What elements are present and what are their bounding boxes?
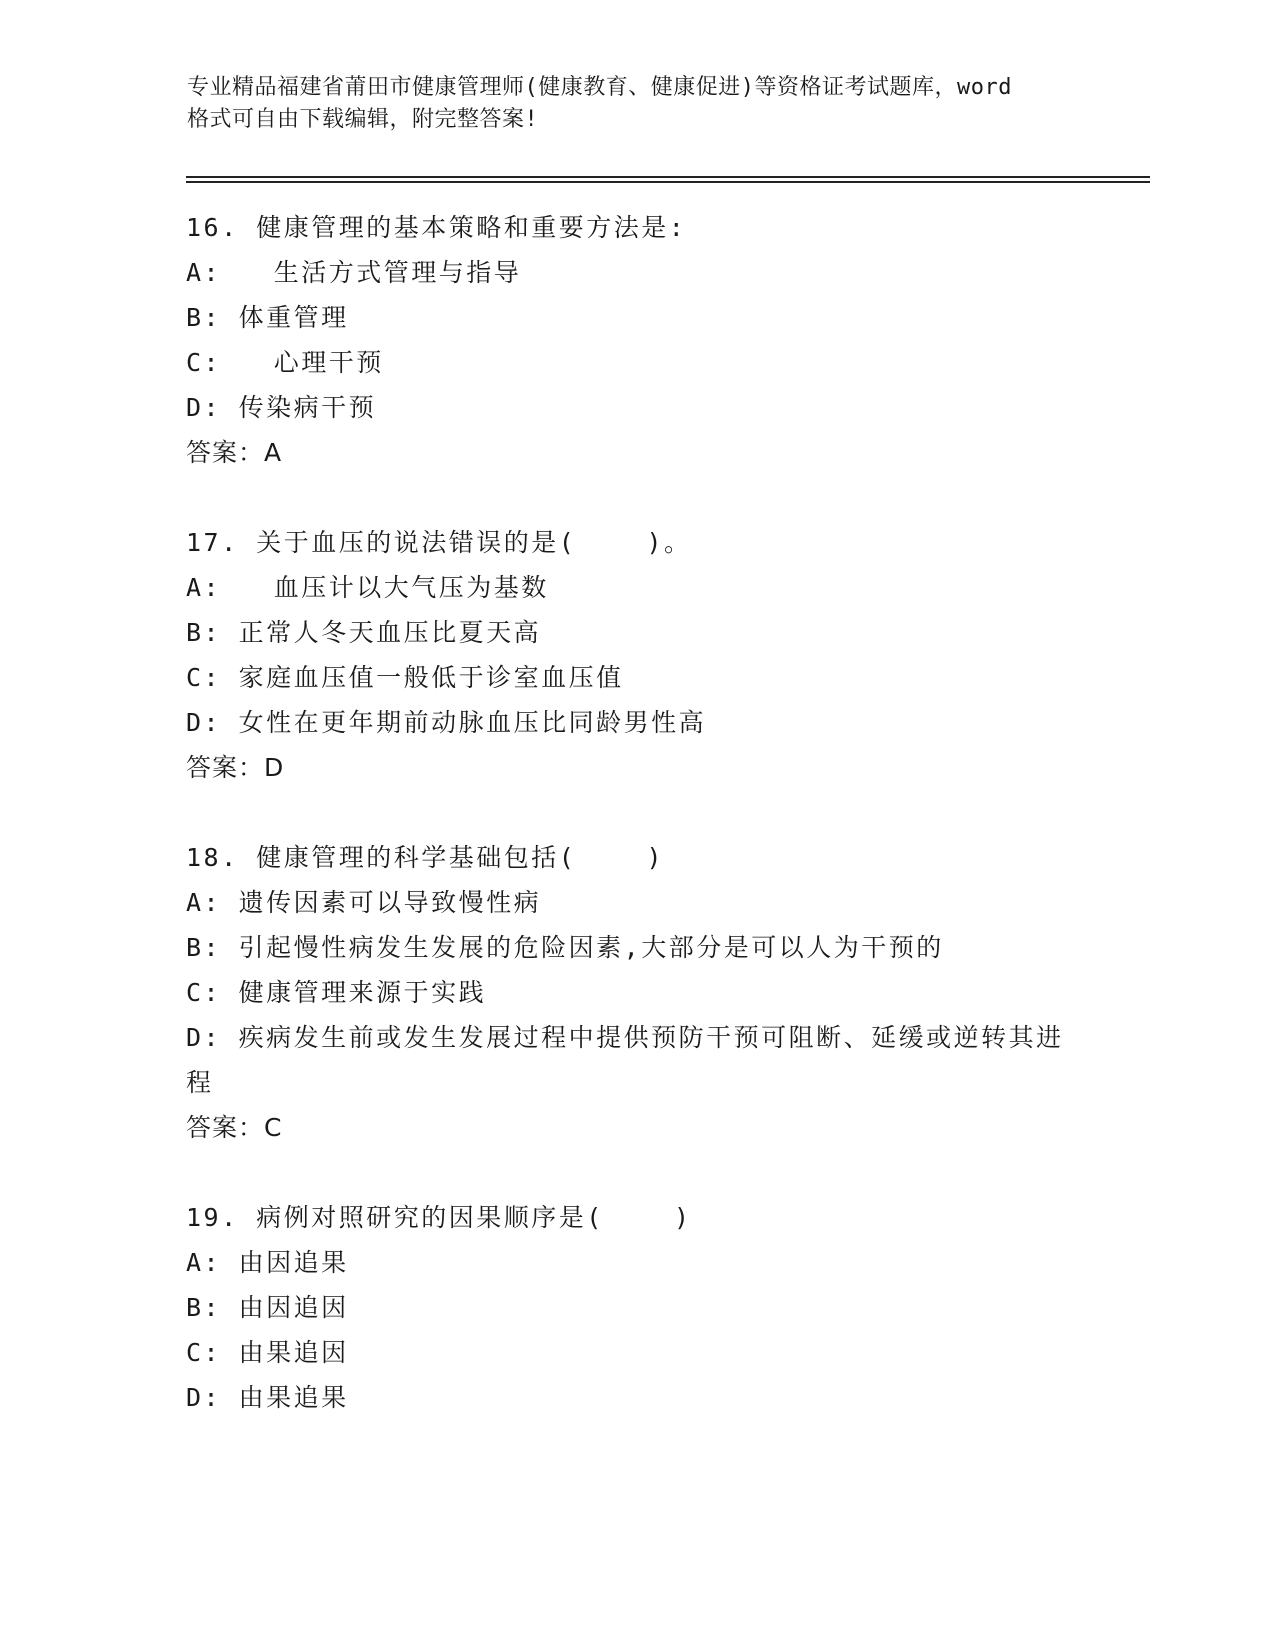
- option-letter: B:: [186, 303, 222, 332]
- answer-option: [186, 700, 1086, 745]
- question-spacer: [186, 1150, 1086, 1195]
- option-text: 由果追因: [238, 1338, 349, 1367]
- answer-option: [186, 1240, 1086, 1285]
- question-list: [186, 205, 1086, 1420]
- option-letter: A:: [186, 258, 222, 287]
- document-header: [187, 72, 1087, 136]
- answer-key: 答案：D: [186, 753, 285, 782]
- option-text: 传染病干预: [238, 393, 377, 422]
- option-text: 疾病发生前或发生发展过程中提供预防干预可阻断、延缓或逆转其进程: [186, 1023, 1064, 1097]
- header-line-1: 专业精品福建省莆田市健康管理师(健康教育、健康促进)等资格证考试题库，word: [187, 75, 1012, 100]
- answer-option: [186, 340, 1086, 385]
- option-letter: D:: [186, 708, 222, 737]
- option-text: 家庭血压值一般低于诊室血压值: [238, 663, 624, 692]
- question-spacer: [186, 790, 1086, 835]
- answer-option: [186, 925, 1086, 970]
- option-letter: B:: [186, 618, 222, 647]
- option-letter: C:: [186, 1338, 222, 1367]
- option-text: 由因追果: [238, 1248, 349, 1277]
- answer-option: [186, 1375, 1086, 1420]
- question-stem: 17. 关于血压的说法错误的是( )。: [186, 528, 692, 557]
- option-letter: B:: [186, 1293, 222, 1322]
- option-text: 遗传因素可以导致慢性病: [238, 888, 542, 917]
- answer-option: [186, 1330, 1086, 1375]
- answer-option: [186, 880, 1086, 925]
- option-letter: D:: [186, 393, 222, 422]
- option-text: 生活方式管理与指导: [238, 258, 522, 287]
- option-text: 引起慢性病发生发展的危险因素,大部分是可以人为干预的: [238, 933, 944, 962]
- option-text: 由果追果: [238, 1383, 349, 1412]
- answer-option: [186, 565, 1086, 610]
- option-text: 由因追因: [238, 1293, 349, 1322]
- option-letter: A:: [186, 888, 222, 917]
- question-block: [186, 1195, 1086, 1420]
- question-stem: 16. 健康管理的基本策略和重要方法是:: [186, 213, 687, 242]
- option-letter: D:: [186, 1023, 222, 1052]
- answer-option: [186, 250, 1086, 295]
- option-letter: C:: [186, 663, 222, 692]
- answer-option: [186, 610, 1086, 655]
- option-letter: C:: [186, 978, 222, 1007]
- answer-option: [186, 970, 1086, 1015]
- answer-key: 答案：A: [186, 438, 283, 467]
- option-text: 女性在更年期前动脉血压比同龄男性高: [238, 708, 707, 737]
- option-letter: D:: [186, 1383, 222, 1412]
- answer-key: 答案：C: [186, 1113, 283, 1142]
- option-text: 健康管理来源于实践: [238, 978, 487, 1007]
- option-letter: C:: [186, 348, 222, 377]
- question-spacer: [186, 475, 1086, 520]
- question-block: [186, 835, 1086, 1150]
- option-letter: A:: [186, 1248, 222, 1277]
- header-divider-top: [186, 176, 1150, 178]
- option-text: 心理干预: [238, 348, 384, 377]
- option-text: 正常人冬天血压比夏天高: [238, 618, 542, 647]
- option-text: 血压计以大气压为基数: [238, 573, 549, 602]
- option-text: 体重管理: [238, 303, 349, 332]
- option-letter: A:: [186, 573, 222, 602]
- question-block: [186, 520, 1086, 790]
- answer-option: [186, 385, 1086, 430]
- question-stem: 18. 健康管理的科学基础包括( ): [186, 843, 665, 872]
- answer-option: [186, 655, 1086, 700]
- header-divider-bottom: [186, 181, 1150, 183]
- answer-option: [186, 1015, 1086, 1105]
- question-block: [186, 205, 1086, 475]
- header-line-2: 格式可自由下载编辑，附完整答案!: [187, 107, 539, 132]
- answer-option: [186, 295, 1086, 340]
- option-letter: B:: [186, 933, 222, 962]
- question-stem: 19. 病例对照研究的因果顺序是( ): [186, 1203, 692, 1232]
- answer-option: [186, 1285, 1086, 1330]
